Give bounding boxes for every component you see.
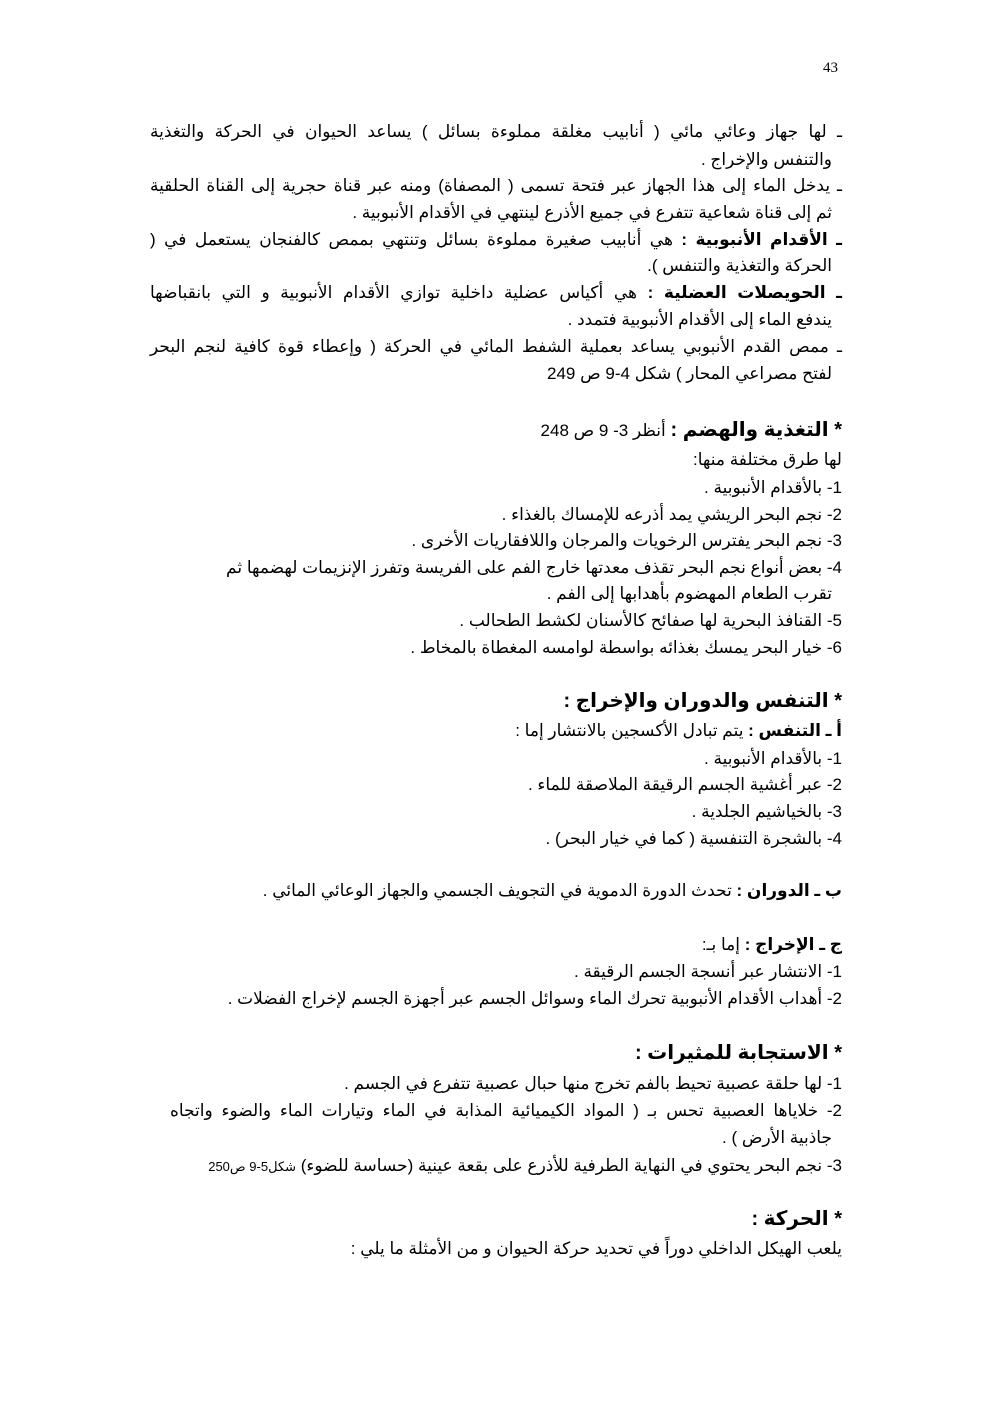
paragraph-line bbox=[150, 229, 842, 251]
paragraph-line bbox=[150, 282, 842, 304]
term-label: ج ـ الإخراج : bbox=[744, 935, 842, 954]
paragraph-line: ـ ممص القدم الأنبوبي يساعد بعملية الشفط المائي في الحركة ( وإعطاء قوة كافية لنجم البحر bbox=[150, 337, 843, 356]
term-text: إما بـ: bbox=[701, 935, 745, 954]
list-item: 5- القنافذ البحرية لها صفائح كالأسنان لكشط الطحالب . bbox=[459, 611, 842, 630]
list-item-continuation: جاذبية الأرض ) . bbox=[722, 1128, 832, 1147]
term-label: ـ الأقدام الأنبوبية : bbox=[681, 230, 842, 249]
paragraph-line: لفتح مصراعي المحار ) شكل 4-9 ص 249 bbox=[546, 364, 832, 383]
paragraph-line: الحركة والتغذية والتنفس ). bbox=[647, 256, 832, 275]
paragraph-line: ـ يدخل الماء إلى هذا الجهاز عبر فتحة تسمى ( المصفاة) ومنه عبر قناة حجرية إلى القناة الحلقية bbox=[150, 176, 842, 195]
subsection-line bbox=[263, 880, 842, 902]
list-item: 1- لها حلقة عصبية تحيط بالفم تخرج منها حبال عصبية تتفرع في الجسم . bbox=[344, 1074, 842, 1093]
list-item: 1- بالأقدام الأنبوبية . bbox=[704, 749, 842, 768]
list-item bbox=[208, 1155, 842, 1178]
heading-text: * التنفس والدوران والإخراج : bbox=[563, 690, 842, 712]
term-text: هي أنابيب صغيرة مملوءة بسائل وتنتهي بممص كالفنجان يستعمل في ( bbox=[150, 230, 682, 249]
list-item: 2- عبر أغشية الجسم الرقيقة الملاصقة للماء . bbox=[527, 775, 842, 794]
figure-ref: شكل5-9 ص250 bbox=[208, 1159, 296, 1174]
paragraph-line: يندفع الماء إلى الأقدام الأنبوبية فتمدد . bbox=[567, 310, 832, 329]
list-item: 3- نجم البحر يفترس الرخويات والمرجان واللافقاريات الأخرى . bbox=[411, 531, 842, 550]
heading-text: * التغذية والهضم : bbox=[670, 419, 842, 441]
subsection-line bbox=[702, 934, 842, 956]
list-item: 6- خيار البحر يمسك بغذائه بواسطة لوامسه المغطاة بالمخاط . bbox=[410, 638, 842, 657]
term-label: ـ الحويصلات العضلية : bbox=[647, 283, 842, 302]
list-item: 1- بالأقدام الأنبوبية . bbox=[704, 478, 842, 497]
figure-ref: أنظر 3- 9 ص 248 bbox=[540, 421, 671, 440]
list-item: 4- بعض أنواع نجم البحر تقذف معدتها خارج الفم على الفريسة وتفرز الإنزيمات لهضمها ثم bbox=[226, 558, 842, 577]
section-heading-response bbox=[635, 1042, 842, 1065]
term-label: ب ـ الدوران : bbox=[736, 881, 842, 900]
term-text: يتم تبادل الأكسجين بالانتشار إما : bbox=[515, 721, 749, 740]
paragraph-line: ثم إلى قناة شعاعية تتفرع في جميع الأذرع لينتهي في الأقدام الأنبوبية . bbox=[352, 203, 832, 222]
paragraph-line: والتنفس والإخراج . bbox=[700, 150, 832, 169]
heading-text: * الحركة : bbox=[751, 1208, 842, 1230]
subsection-line bbox=[515, 720, 842, 742]
term-text: هي أكياس عضلية داخلية توازي الأقدام الأنبوبية و التي بانقباضها bbox=[150, 283, 648, 302]
list-intro: لها طرق مختلفة منها: bbox=[693, 450, 842, 469]
list-item: 1- الانتشار عبر أنسجة الجسم الرقيقة . bbox=[574, 962, 842, 981]
list-item: 2- خلاياها العصبية تحس بـ ( المواد الكيميائية المذابة في الماء وتيارات الماء والضوء واتجاه bbox=[170, 1101, 842, 1120]
section-heading-nutrition bbox=[541, 419, 842, 442]
heading-text: * الاستجابة للمثيرات : bbox=[634, 1042, 842, 1064]
section-heading-movement bbox=[751, 1208, 842, 1231]
list-item-continuation: تقرب الطعام المهضوم بأهدابها إلى الفم . bbox=[546, 584, 832, 603]
paragraph-line: يلعب الهيكل الداخلي دوراً في تحديد حركة الحيوان و من الأمثلة ما يلي : bbox=[350, 1239, 842, 1258]
page-number: 43 bbox=[823, 60, 838, 76]
list-item: 4- بالشجرة التنفسية ( كما في خيار البحر) . bbox=[545, 829, 842, 848]
paragraph-line: ـ لها جهاز وعائي مائي ( أنابيب مغلقة مملوءة بسائل ) يساعد الحيوان في الحركة والتغذية bbox=[150, 122, 842, 141]
list-item: 2- نجم البحر الريشي يمد أذرعه للإمساك بالغذاء . bbox=[501, 505, 842, 524]
list-item: 2- أهداب الأقدام الأنبوبية تحرك الماء وسوائل الجسم عبر أجهزة الجسم لإخراج الفضلات . bbox=[227, 989, 842, 1008]
term-text: تحدث الدورة الدموية في التجويف الجسمي والجهاز الوعائي المائي . bbox=[262, 881, 737, 900]
term-label: أ ـ التنفس : bbox=[748, 721, 842, 740]
section-heading-respiration bbox=[563, 690, 842, 713]
list-item: 3- بالخياشيم الجلدية . bbox=[691, 802, 842, 821]
item-text: 3- نجم البحر يحتوي في النهاية الطرفية للأذرع على بقعة عينية (حساسة للضوء) bbox=[296, 1156, 842, 1175]
